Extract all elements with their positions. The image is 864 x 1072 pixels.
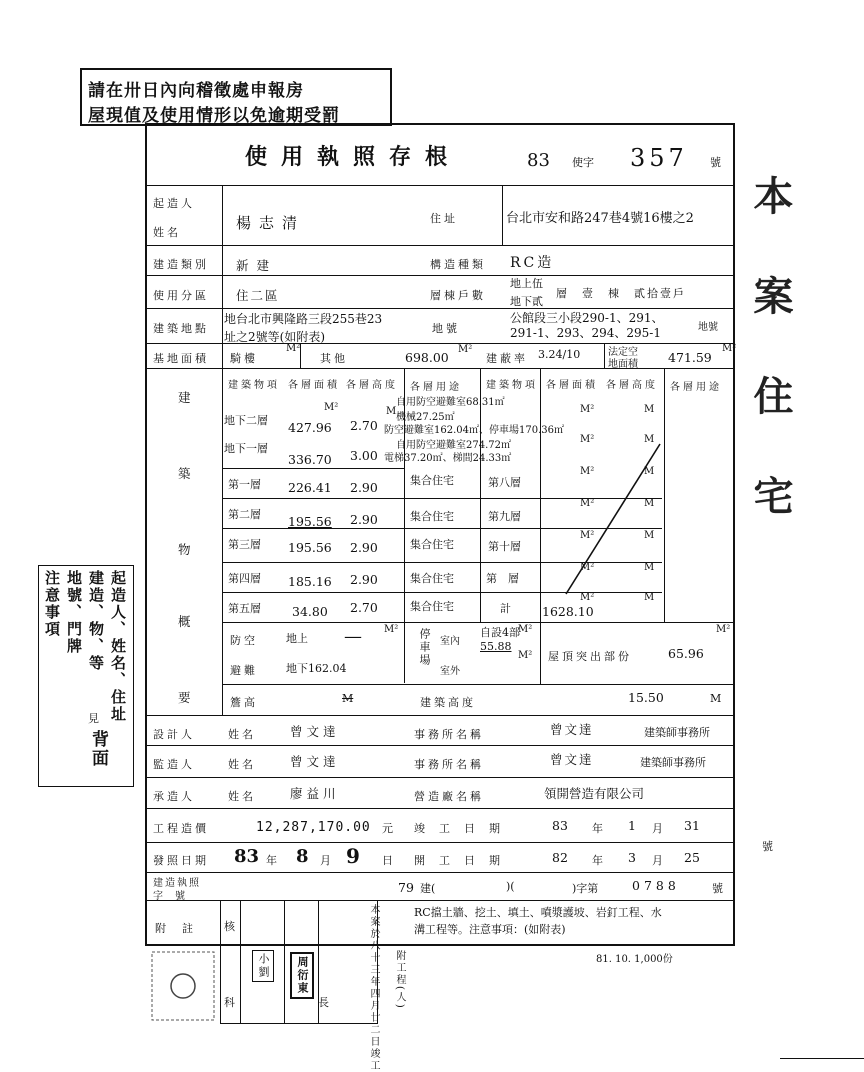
floor-name: 第四層 [228,572,261,585]
floor-height: 3.00 [350,448,378,463]
shelter-label: 防空 [230,634,258,647]
notes-label: 附註 [155,922,209,935]
designer-name: 曾文達 [290,724,340,739]
right-margin-text: 本案住宅 [747,175,794,575]
floors-above: 地上伍 [510,277,543,290]
floor-name: 地下一層 [224,442,268,455]
complete-label: 竣工日期 [414,822,514,835]
side-back: 背面 [88,730,108,768]
address-value: 台北市安和路247巷4號16樓之2 [506,211,694,226]
contractor-name-label: 姓名 [228,790,256,803]
designer-office-suffix: 建築師事務所 [644,726,710,739]
row-divider [145,368,735,369]
roof-label: 屋頂突出部份 [548,650,632,663]
shelter-dash: — [344,626,362,647]
side-col1: 注意事項 [43,570,61,638]
type-label: 建造類別 [153,258,209,271]
row-divider [145,777,735,778]
supervisor-office-label: 事務所名稱 [414,758,484,771]
notice-line2: 屋現值及使用情形以免逾期受罰 [88,106,340,126]
start-day: 25 [684,850,700,865]
lot-value2: 291-1、293、294、295-1 [510,326,661,340]
unit-mark: M [644,592,655,603]
floor-use: 集合住宅 [410,600,454,613]
col-divider [240,900,241,1024]
day-char: 日 [382,854,393,867]
floors-label: 層棟戶數 [430,289,486,302]
eave-value: M [342,692,354,705]
right-floor: 第九層 [488,510,521,523]
unit-mark: M [644,434,655,445]
floor-name: 第二層 [228,508,261,521]
right-floor: 第十層 [488,540,521,553]
month-char: 月 [652,822,663,835]
building-side-2: 築 [178,466,191,481]
basement-note: 機械27.25㎡ [396,412,455,423]
basement-note: 防空避難室162.04㎡、停車場170.36㎡ [384,425,564,436]
col-height: 各層高度 [346,380,398,391]
zoning-label: 使用分區 [153,289,209,302]
permit-label2: 字號 [153,891,197,902]
row-divider [145,745,735,746]
shelter-above: 地上 [286,632,308,645]
right-margin-suffix: 號 [762,840,773,853]
floors-rest: 層 壹 棟 貳拾壹戶 [556,287,686,300]
unit-mark: M² [580,562,595,573]
floor-name: 地下二層 [224,414,268,427]
floor-height: 2.90 [350,480,378,495]
complete-month: 1 [628,818,636,833]
lot-label: 地號 [432,322,460,335]
legal-unit: M² [722,343,737,354]
clerk-char: 科 [224,996,235,1009]
seal-2: 周衍東 [290,952,314,999]
col-use2: 各層用途 [670,382,722,393]
side-col4: 起造人、姓名、住址 [109,570,127,723]
unit-mark: M [644,498,655,509]
structure-label: 構造種類 [430,258,486,271]
location-value1: 地台北市興隆路三段255巷23 [224,312,383,326]
permit-suffix: 號 [712,882,723,895]
roof-value: 65.96 [668,646,704,661]
cost-label: 工程造價 [153,822,209,835]
year-char: 年 [266,854,277,867]
floor-height: 2.90 [350,540,378,555]
vertical-note: 本案於八十三年四月廿二日竣工 [368,904,379,1072]
parking-label: 停車場 [418,628,431,667]
basement-note: 自用防空避難室274.72㎡ [396,440,511,451]
issue-label: 發照日期 [153,854,209,867]
bheight-value: 15.50 [628,690,664,705]
print-note: 81. 10. 1,000份 [596,954,673,965]
parking-out: 室外 [440,666,460,677]
cost-unit: 元 [382,822,393,835]
permit-year: 83 [527,150,550,171]
round-stamp-icon [148,948,218,1024]
row-divider [145,275,735,276]
unit-mark: M [644,562,655,573]
arcade-label: 騎樓 [230,352,258,365]
permit-year: 79 [398,880,414,895]
year-char: 年 [592,822,603,835]
right-floor: 第八層 [488,476,521,489]
permit-label1: 建造執照 [153,878,201,889]
floor-area: 185.16 [288,574,332,589]
building-side-3: 物 [178,542,191,557]
unit-mark: M [386,406,397,417]
unit-mark: M [644,404,655,415]
year-char: 年 [592,854,603,867]
floor-use: 集合住宅 [410,572,454,585]
floor-name: 第三層 [228,538,261,551]
row-divider [222,468,404,469]
supervisor-office: 曾文達 [550,752,594,767]
building-side-1: 建 [178,390,191,405]
supervisor-office-suffix: 建築師事務所 [640,756,706,769]
notice-line1: 請在卅日內向稽徵處申報房 [88,81,304,101]
col-divider [604,343,605,368]
supervisor-name: 曾文達 [290,754,340,769]
contractor-co: 領開營造有限公司 [544,786,645,801]
supervisor-label: 監造人 [153,758,195,771]
designer-office-label: 事務所名稱 [414,728,484,741]
floor-area: 195.56 [288,540,332,555]
bheight-unit: M [710,692,722,705]
location-value2: 址之2號等(如附表) [224,330,325,344]
col-divider [284,900,285,1024]
lot-value1: 公館段三小段290-1、291、 [510,311,664,325]
col-divider [300,343,301,368]
arcade-unit: M² [286,343,301,354]
row-divider [145,872,735,873]
designer-label: 設計人 [153,728,195,741]
setback-value: 3.24/10 [538,348,581,361]
type-value: 新建 [236,258,278,273]
issue-month: 8 [296,846,309,867]
legal-value: 471.59 [668,350,712,365]
floor-name: 第一層 [228,478,261,491]
location-label: 建築地點 [153,322,209,335]
col-use: 各層用途 [410,382,462,393]
check-char: 核 [224,920,235,933]
side-col2: 地號、門牌 [65,570,83,655]
designer-name-label: 姓名 [228,728,256,741]
applicant-name: 楊志清 [236,214,306,232]
complete-day: 31 [684,818,700,833]
month-char: 月 [320,854,331,867]
permit-number: 357 [630,144,688,172]
unit-mark: M² [580,592,595,603]
floor-area: 427.96 [288,420,332,435]
col-divider [540,622,541,684]
supervisor-name-label: 姓名 [228,758,256,771]
building-side-4: 概 [178,614,191,629]
col-divider [222,185,223,715]
row-divider [145,343,735,344]
permit-suffix: 號 [710,156,721,169]
complete-year: 83 [552,818,568,833]
parking-in-area: 55.88 [480,640,512,653]
row-divider [222,684,735,685]
seal-1: 小劉 [252,950,274,982]
parking-in-value: 自設4部 [480,626,520,639]
row-divider [145,715,735,716]
vertical-note2: 附工程(人) [394,950,405,1010]
notes-text2: 溝工程等。注意事項：(如附表) [414,923,566,936]
month-char: 月 [652,854,663,867]
basement-note: 電梯37.20㎡、梯間24.33㎡ [384,453,512,464]
legal-label2: 地面積 [608,359,638,370]
void-slash [560,440,670,600]
permit-mid2: )字第 [572,882,599,895]
permit-mid1: )( [506,880,515,893]
unit-mark: M² [324,402,339,413]
notes-text1: RC擋土牆、挖土、填土、噴漿護坡、岩釘工程、水 [414,906,662,919]
right-floor: 計 [500,602,511,615]
unit-mark: M² [580,530,595,541]
unit-mark: M² [580,404,595,415]
row-divider [145,842,735,843]
col-item2: 建築物項 [486,380,538,391]
permit-prefix: 使字 [572,156,594,169]
bottom-rule [780,1058,864,1059]
col-area: 各層面積 [288,380,340,391]
floor-use: 集合住宅 [410,510,454,523]
total-area: 1628.10 [542,604,594,619]
cost-value: 12,287,170.00 [256,820,371,835]
unit-mark: M [644,530,655,541]
other-value: 698.00 [405,350,449,365]
parking-out-unit: M² [518,650,533,661]
evac-label: 避難 [230,664,258,677]
floor-use: 集合住宅 [410,474,454,487]
zoning-value: 住二區 [236,288,280,303]
other-label: 其他 [320,352,348,365]
start-label: 開工日期 [414,854,514,867]
col-divider [540,368,541,623]
floor-area: 336.70 [288,452,332,467]
other-unit: M² [458,344,473,355]
applicant-label-a: 起造人 [153,197,195,210]
floors-below: 地下貳 [510,295,543,308]
shelter-unit: M² [384,624,399,635]
notice-box [80,68,392,126]
start-year: 82 [552,850,568,865]
site-label: 基地面積 [153,352,209,365]
col-area2: 各層面積 [546,380,598,391]
row-divider [145,808,735,809]
floor-area: 34.80 [292,604,328,619]
stamp-text: 長 [318,996,329,1009]
unit-mark: M² [580,466,595,477]
floor-area: 226.41 [288,480,332,495]
col-item: 建築物項 [228,380,280,391]
col-height2: 各層高度 [606,380,658,391]
contractor-co-label: 營造廠名稱 [414,790,484,803]
structure-value: RC造 [510,255,555,271]
permit-prefix: 建( [420,882,436,895]
designer-office: 曾文達 [550,722,594,737]
address-label: 住址 [430,212,458,225]
contractor-label: 承造人 [153,790,195,803]
eave-label: 簷高 [230,696,258,709]
row-divider [145,245,735,246]
bheight-label: 建築高度 [420,696,476,709]
unit-mark: M² [580,434,595,445]
lot-suffix: 地號 [698,322,718,333]
header-divider [145,185,735,186]
building-side-5: 要 [178,690,191,705]
floor-height: 2.70 [350,600,378,615]
unit-mark: M [644,466,655,477]
unit-mark: M² [580,498,595,509]
col-divider [502,185,503,245]
start-month: 3 [628,850,636,865]
basement-note: 自用防空避難室68.31㎡ [396,397,505,408]
legal-label1: 法定空 [608,347,638,358]
floor-height: 2.90 [350,512,378,527]
roof-unit: M² [716,624,731,635]
floor-name: 第五層 [228,602,261,615]
floor-height: 2.90 [350,572,378,587]
floor-use: 集合住宅 [410,538,454,551]
floor-height: 2.70 [350,418,378,433]
parking-in: 室內 [440,636,460,647]
contractor-name: 廖益川 [290,786,340,801]
row-divider [222,622,735,623]
side-col3: 建造、物、等 [87,570,105,672]
issue-day: 9 [346,844,360,868]
form-title: 使用執照存根 [245,144,462,170]
side-see: 見 [88,712,99,725]
evac-value: 地下162.04 [286,662,347,675]
floor-area: 195.56 [288,514,332,529]
applicant-label-b: 姓名 [153,226,181,239]
setback-label: 建蔽率 [486,352,528,365]
permit-number: 0788 [632,878,680,893]
parking-in-unit: M² [518,624,533,635]
right-floor: 第 層 [486,572,519,585]
issue-year: 83 [234,846,260,867]
